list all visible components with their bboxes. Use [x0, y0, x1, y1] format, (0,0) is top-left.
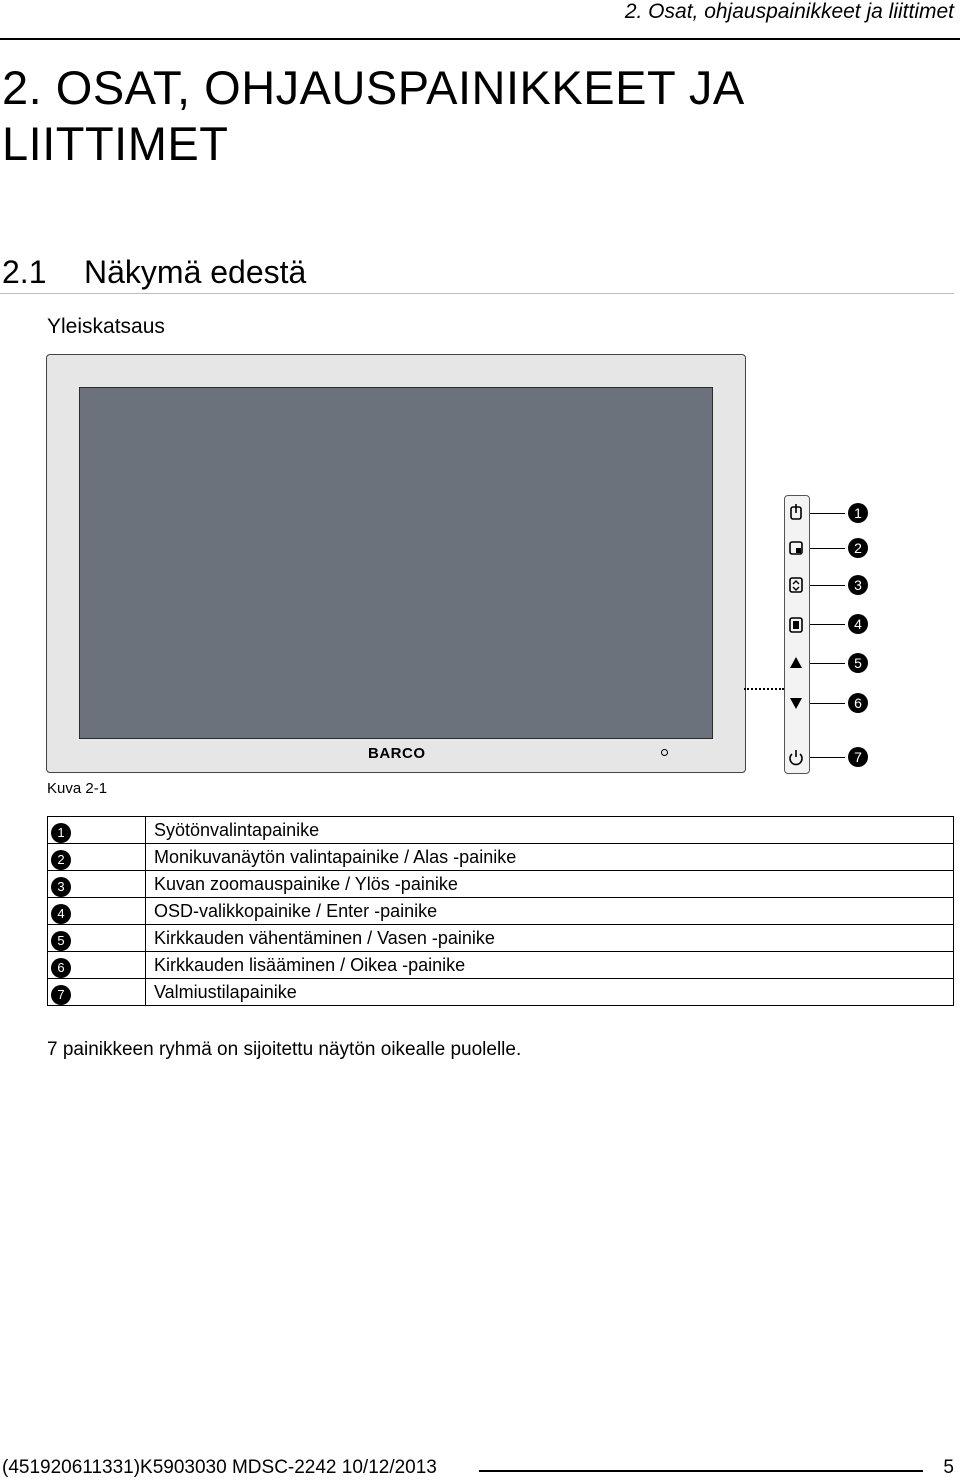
legend-number: 4 [51, 904, 71, 924]
legend-number: 1 [51, 823, 71, 843]
legend-text: Valmiustilapainike [146, 979, 954, 1006]
button-strip [784, 495, 810, 774]
subsection-title: Yleiskatsaus [47, 315, 165, 338]
table-row [48, 952, 954, 979]
triangle-down-icon [787, 694, 805, 712]
legend-number: 6 [51, 958, 71, 978]
leader-line [810, 585, 845, 586]
table-row [48, 844, 954, 871]
section-number: 2.1 [2, 254, 47, 290]
section-title-text: Näkymä edestä [84, 254, 307, 290]
menu-icon [787, 616, 805, 634]
legend-text: Monikuvanäytön valintapainike / Alas -painike [146, 844, 954, 871]
legend-number: 5 [51, 931, 71, 951]
zoom-icon [787, 576, 805, 594]
legend-text: Kuvan zoomauspainike / Ylös -painike [146, 871, 954, 898]
leader-line [810, 757, 845, 758]
table-row [48, 925, 954, 952]
legend-number: 7 [51, 985, 71, 1005]
brand-logo: BARCO [368, 745, 426, 762]
callout-2: 2 [848, 538, 868, 558]
input-select-icon [787, 503, 805, 521]
figure-caption: Kuva 2-1 [47, 780, 108, 797]
legend-text: Syötönvalintapainike [146, 817, 954, 844]
chapter-title: 2. OSAT, OHJAUSPAINIKKEET JA LIITTIMET [2, 61, 743, 170]
legend-number: 3 [51, 877, 71, 897]
legend-text: OSD-valikkopainike / Enter -painike [146, 898, 954, 925]
leader-line [810, 513, 845, 514]
callout-5: 5 [848, 653, 868, 673]
footer-reference: (451920611331)K5903030 MDSC-2242 10/12/2013 [2, 1457, 437, 1478]
leader-line [810, 703, 845, 704]
legend-number: 2 [51, 850, 71, 870]
table-row [48, 898, 954, 925]
monitor-figure [0, 340, 960, 810]
running-header: 2. Osat, ohjauspainikkeet ja liittimet [624, 0, 954, 23]
legend-table [47, 816, 954, 1006]
dotted-leader [744, 688, 784, 690]
legend-text: Kirkkauden lisääminen / Oikea -painike [146, 952, 954, 979]
section-title [2, 254, 306, 291]
table-row [48, 979, 954, 1006]
header-rule [0, 38, 960, 40]
pip-icon [787, 539, 805, 557]
callout-3: 3 [848, 575, 868, 595]
footer-rule [479, 1470, 923, 1472]
page-number: 5 [943, 1457, 954, 1478]
callout-7: 7 [848, 747, 868, 767]
callout-4: 4 [848, 614, 868, 634]
triangle-up-icon [787, 654, 805, 672]
leader-line [810, 624, 845, 625]
note-text: 7 painikkeen ryhmä on sijoitettu näytön oikealle puolelle. [47, 1039, 522, 1060]
legend-text: Kirkkauden vähentäminen / Vasen -painike [146, 925, 954, 952]
power-icon [787, 748, 805, 766]
leader-line [810, 548, 845, 549]
callout-1: 1 [848, 503, 868, 523]
callout-6: 6 [848, 693, 868, 713]
leader-line [810, 663, 845, 664]
table-row [48, 871, 954, 898]
monitor-screen [79, 387, 713, 739]
power-led [661, 749, 668, 756]
section-rule [0, 293, 954, 294]
table-row [48, 817, 954, 844]
